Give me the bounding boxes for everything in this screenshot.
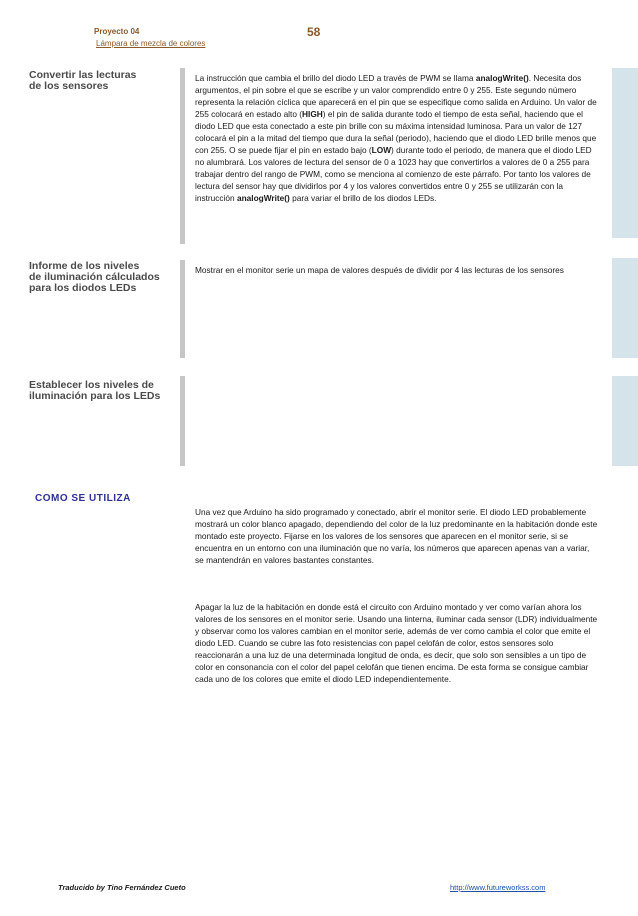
step-text-report: Mostrar en el monitor serie un mapa de valores después de dividir por 4 las lecturas de los sensores xyxy=(195,265,564,275)
step-heading-line: para los diodos LEDs xyxy=(29,282,137,294)
step-heading-line: de iluminación cálculados xyxy=(29,271,160,283)
step-heading-set-levels xyxy=(29,380,160,402)
step-heading-line: de los sensores xyxy=(29,80,109,92)
right-edge-block-1 xyxy=(612,68,638,238)
right-edge-block-2 xyxy=(612,258,638,358)
right-edge-block-3 xyxy=(612,376,638,466)
step-heading-line: Informe de los niveles xyxy=(29,260,140,272)
footer-translator: Traducido by Tino Fernández Cueto xyxy=(58,883,186,892)
step-divider-bar xyxy=(180,376,185,466)
usage-paragraph-1: Una vez que Arduino ha sido programado y conectado, abrir el monitor serie. El diodo LED probablemente mostrará un color blanco apagado, dependiendo del color de la luz predominante en la habitación donde este montado este proyecto. Fijarse en los valores de los sensores que aparecen en el monitor serie, si se encuentra en un entorno con una iluminación que no varía, los números que aparecen apenas van a variar, se mantendrán en valores bastantes constantes. xyxy=(195,507,598,565)
step-divider-bar xyxy=(180,260,185,358)
section-title-usage: COMO SE UTILIZA xyxy=(35,493,131,504)
step-heading-convert xyxy=(29,70,136,92)
footer-link[interactable]: http://www.futureworkss.com xyxy=(450,883,546,892)
step-divider-bar xyxy=(180,68,185,244)
step-heading-line: Establecer los niveles de xyxy=(29,379,154,391)
page-number: 58 xyxy=(307,25,321,39)
project-label: Proyecto 04 xyxy=(94,27,140,36)
step-text-convert: La instrucción que cambia el brillo del diodo LED a través de PWM se llama analogWrite(). Necesita dos argumentos, el pin sobre el que se escribe y un valor comprendido entre 0 y 255. Este segundo número representa la relación cíclica que aparecerá en el pin que se especifique como salida en Arduino. Un valor de 255 colocará en estado alto (HIGH) el pin de salida durante todo el tiempo de esta señal, haciendo que el diodo LED que esta conectado a este pin brille con su máxima intensidad luminosa. Para un valor de 127 colocará el pin a la mitad del tiempo que dura la señal (periodo), haciendo que el diodo LED brille menos que con 255. O se puede fijar el pin en estado bajo (LOW) durante todo el periodo, de manera que el diodo LED no alumbrará. Los valores de lectura del sensor de 0 a 1023 hay que convertirlos a valores de 0 a 255 para trabajar dentro del rango de PWM, como se menciona al comienzo de este párrafo. Por tanto los valores de lectura del sensor hay que dividirlos por 4 y los valores convertidos entre 0 y 255 se utilizarán con la instrucción analogWrite() para variar el brillo de los diodos LEDs. xyxy=(195,73,597,203)
step-heading-line: iluminación para los LEDs xyxy=(29,390,161,402)
step-heading-report xyxy=(29,261,160,294)
project-subtitle: Lámpara de mezcla de colores xyxy=(96,39,206,48)
step-heading-line: Convertir las lecturas xyxy=(29,69,137,81)
usage-paragraph-2: Apagar la luz de la habitación en donde está el circuito con Arduino montado y ver como varían ahora los valores de los sensores en el monitor serie. Usando una linterna, iluminar cada sensor (LDR) individualmente y observar como los valores cambian en el monitor serie, además de ver como cambia el color que emite el diodo LED. Cuando se cubre las foto resistencias con papel celofán de color, estos sensores solo reaccionarán a una luz de una determinada longitud de onda, es decir, que solo son sensibles a un tipo de color en consonancia con el color del papel celofán que tienen encima. De esta forma se consigue cambiar cada uno de los colores que emite el diodo LED independientemente. xyxy=(195,602,598,684)
